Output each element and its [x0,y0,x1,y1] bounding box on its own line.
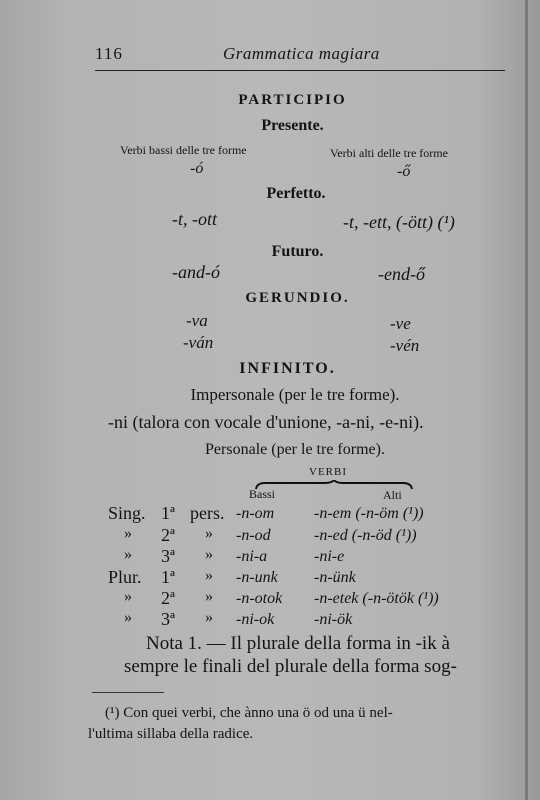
nota-line-2: sempre le finali del plurale della forma sog- [124,656,457,677]
futuro-alti: -end-ő [378,264,425,284]
label-cell: » [205,588,213,605]
alti-cell: -ni-e [314,548,345,565]
bassi-cell: -n-unk [236,569,278,586]
alti-label: Alti [383,488,402,502]
perfetto-bassi: -t, -ott [172,209,217,229]
person-cell: 3ª [161,546,175,566]
footnote-line-2: l'ultima sillaba della radice. [88,726,254,742]
person-cell: 3ª [161,609,175,629]
col-label-alti: Verbi alti delle tre forme [330,146,448,160]
footnote-line-1: (¹) Con quei verbi, che ànno una ö od una ü nel- [105,705,393,721]
alti-cell: -n-etek (-n-ötök (¹)) [314,590,439,607]
gerundio-alti-1: -ve [390,314,411,333]
bassi-cell: -n-od [236,527,271,544]
presente-alti: -ő [397,163,411,180]
number-cell: » [124,609,132,626]
label-cell: » [205,546,213,563]
gerundio-bassi-1: -va [186,311,208,330]
person-cell: 2ª [161,588,175,608]
alti-cell: -n-em (-n-öm (¹)) [314,505,424,522]
col-label-bassi: Verbi bassi delle tre forme [120,143,247,157]
perfetto-heading: Perfetto. [266,185,326,202]
person-cell: 1ª [161,503,175,523]
label-cell: » [205,609,213,626]
page-number: 116 [95,44,123,63]
bassi-cell: -n-om [236,505,275,522]
person-cell: 1ª [161,567,175,587]
number-cell: » [124,525,132,542]
impersonale-line: Impersonale (per le tre forme). [190,385,400,404]
number-cell: » [124,546,132,563]
label-cell: » [205,567,213,584]
bassi-cell: -ni-ok [236,611,275,628]
footnote-rule [92,692,164,693]
person-cell: 2ª [161,525,175,545]
futuro-heading: Futuro. [271,243,324,260]
gerundio-alti-2: -vén [390,336,420,355]
personale-line: Personale (per le tre forme). [205,441,385,458]
nota-line-1: Nota 1. — Il plurale della forma in -ik à [146,633,450,654]
alti-cell: -n-ünk [314,569,356,586]
futuro-bassi: -and-ó [172,262,220,282]
gerundio-bassi-2: -ván [183,333,214,352]
alti-cell: -ni-ök [314,611,353,628]
bassi-cell: -ni-a [236,548,268,565]
label-cell: » [205,525,213,542]
label-cell: pers. [190,503,225,523]
presente-bassi: -ó [190,160,204,177]
gerundio-heading: GERUNDIO. [245,290,350,306]
perfetto-alti: -t, -ett, (-ött) (¹) [343,212,455,232]
presente-heading: Presente. [261,117,324,134]
running-header [95,42,505,71]
alti-cell: -n-ed (-n-öd (¹)) [314,527,417,544]
participio-heading: PARTICIPIO [238,92,347,108]
bassi-label: Bassi [249,487,276,501]
verbi-label: VERBI [309,466,347,478]
number-cell: Sing. [108,503,146,523]
number-cell: Plur. [108,567,142,587]
running-title: Grammatica magiara [223,44,380,63]
bassi-cell: -n-otok [236,590,283,607]
infinito-heading: INFINITO. [239,360,336,377]
ni-line: -ni (talora con vocale d'unione, -a-ni, -e-ni). [108,412,424,432]
number-cell: » [124,588,132,605]
